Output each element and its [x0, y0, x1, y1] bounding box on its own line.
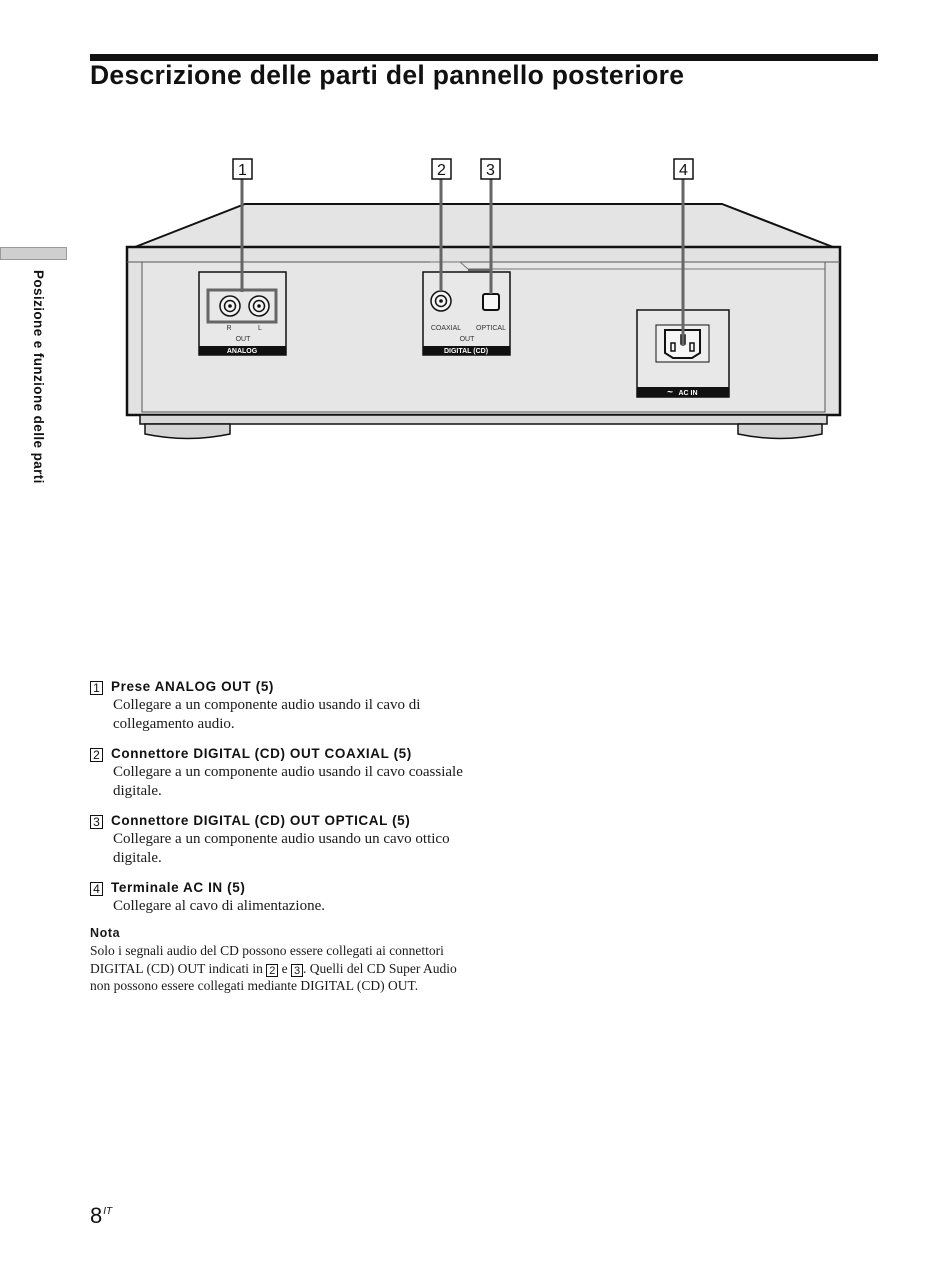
- item-title: Prese ANALOG OUT (5): [111, 679, 275, 694]
- unit-bottom-plate: [140, 415, 827, 424]
- ac-symbol-icon: ~: [667, 387, 673, 398]
- digital-out-label: OUT: [459, 336, 475, 343]
- parts-description-list: [90, 677, 470, 926]
- analog-bar-label: ANALOG: [226, 348, 258, 355]
- note-ref-3: 3: [291, 964, 303, 977]
- svg-text:3: 3: [486, 162, 495, 179]
- optical-port-icon: [483, 294, 499, 310]
- page-title: Descrizione delle parti del pannello posteriore: [90, 60, 685, 90]
- list-item: [90, 744, 470, 801]
- digital-bar-label: DIGITAL (CD): [443, 348, 489, 355]
- unit-foot-right: [738, 424, 822, 439]
- section-tab-marker: [0, 247, 67, 260]
- section-side-label: Posizione e funzione delle parti: [31, 270, 46, 484]
- list-item: [90, 811, 470, 868]
- item-title: Connettore DIGITAL (CD) OUT OPTICAL (5): [111, 813, 411, 828]
- note-block: [90, 925, 462, 995]
- analog-out-label: OUT: [235, 336, 251, 343]
- item-number-box: 4: [90, 882, 103, 896]
- ac-in-bar-label: AC IN: [678, 390, 698, 397]
- digital-out-module: [423, 272, 510, 355]
- unit-top-cover: [135, 204, 833, 247]
- item-description: Collegare al cavo di alimentazione.: [113, 898, 325, 914]
- note-heading: Nota: [90, 926, 121, 940]
- callout-1: [233, 159, 252, 179]
- page-language-code: IT: [103, 1206, 113, 1217]
- unit-foot-left: [145, 424, 230, 439]
- svg-text:4: 4: [679, 162, 688, 179]
- coaxial-label: COAXIAL: [430, 325, 462, 332]
- item-number-box: 2: [90, 748, 103, 762]
- list-item: [90, 677, 470, 734]
- svg-text:2: 2: [437, 162, 446, 179]
- analog-r-label: R: [226, 325, 232, 332]
- callout-2: [432, 159, 451, 179]
- note-text: Solo i segnali audio del CD possono essere collegati ai connettori DIGITAL (CD) OUT indicati in 2 e 3 . Quelli del CD Super Audio non possono essere collegati mediante DIGITAL (CD) OUT.: [90, 943, 457, 993]
- item-description: Collegare a un componente audio usando il cavo di collegamento audio.: [113, 697, 421, 732]
- item-number-box: 3: [90, 815, 103, 829]
- item-number-box: 1: [90, 681, 103, 695]
- page-number: $8^{IT}$: [90, 1203, 113, 1228]
- note-ref-2: 2: [266, 964, 278, 977]
- item-description: Collegare a un componente audio usando un cavo ottico digitale.: [113, 831, 450, 866]
- item-title: Terminale AC IN (5): [111, 880, 246, 895]
- callout-4: [674, 159, 693, 179]
- item-description: Collegare a un componente audio usando il cavo coassiale digitale.: [113, 764, 463, 799]
- list-item: [90, 878, 470, 916]
- svg-text:1: 1: [238, 162, 247, 179]
- analog-l-label: L: [258, 325, 262, 332]
- item-title: Connettore DIGITAL (CD) OUT COAXIAL (5): [111, 746, 412, 761]
- callout-3: [481, 159, 500, 179]
- rear-panel-diagram: [100, 150, 850, 450]
- optical-label: OPTICAL: [476, 325, 506, 332]
